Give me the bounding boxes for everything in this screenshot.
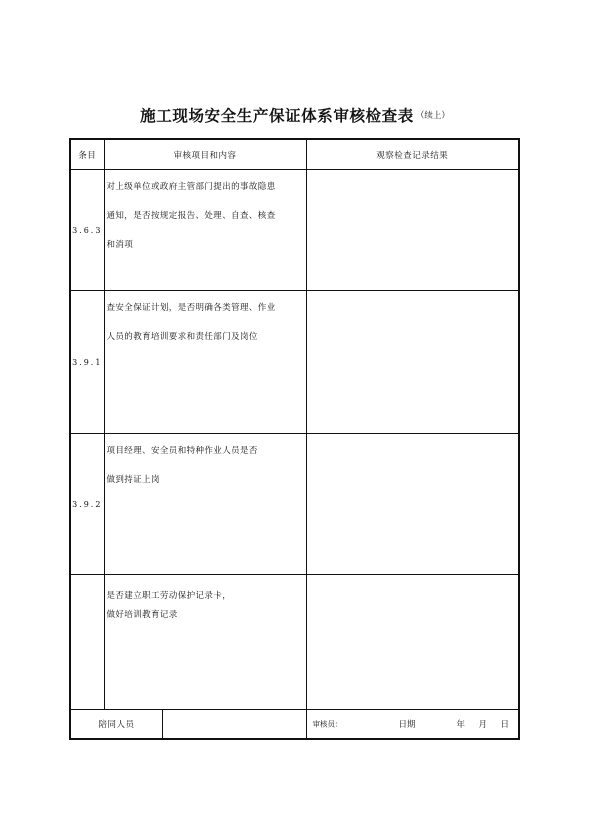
item-content-line: 做到持证上岗 — [106, 475, 160, 485]
month-label: 月 — [478, 720, 488, 730]
reviewer-cell — [306, 710, 519, 740]
date-label: 日期 — [398, 720, 416, 730]
table-row — [70, 170, 519, 291]
header-record: 观察检查记录结果 — [306, 139, 519, 170]
year-label: 年 — [456, 720, 466, 730]
table-row — [70, 434, 519, 575]
item-content-line: 项目经理、安全员和特种作业人员是否 — [106, 446, 258, 456]
table-row — [70, 291, 519, 434]
header-item: 审核项目和内容 — [104, 139, 306, 170]
item-content — [104, 291, 306, 434]
header-code: 条目 — [70, 139, 104, 170]
item-content-line: 做好培训教育记录 — [106, 610, 178, 620]
day-label: 日 — [500, 720, 510, 730]
form-title-main: 施工现场安全生产保证体系审核检查表 — [140, 107, 414, 125]
item-content — [104, 170, 306, 291]
record-cell[interactable] — [306, 434, 519, 575]
item-content-line: 对上级单位或政府主管部门提出的事故隐患 — [106, 182, 276, 192]
reviewer-label: 审核员： — [312, 719, 343, 729]
item-content-line: 查安全保证计划，是否明确各类管理、作业 — [106, 303, 276, 313]
footer-row — [70, 710, 519, 740]
header-row — [70, 139, 519, 170]
item-code: 3.9.1 — [70, 291, 104, 434]
form-title-suffix: （续上） — [415, 111, 450, 121]
table-row — [70, 575, 519, 710]
item-content — [104, 575, 306, 710]
accompany-field[interactable] — [163, 710, 306, 738]
item-content-line: 是否建立职工劳动保护记录卡， — [106, 591, 232, 601]
form-title — [0, 104, 590, 126]
record-cell[interactable] — [306, 291, 519, 434]
item-code — [70, 575, 104, 710]
item-code: 3.9.2 — [70, 434, 104, 575]
item-content-line: 通知，是否按规定报告、处理、自查、核查 — [106, 211, 276, 221]
audit-checklist-table — [69, 138, 520, 740]
item-content-line: 和消项 — [106, 240, 134, 250]
accompany-label: 陪同人员 — [71, 710, 163, 738]
item-code: 3.6.3 — [70, 170, 104, 291]
record-cell[interactable] — [306, 170, 519, 291]
item-content-line: 人员的教育培训要求和责任部门及岗位 — [106, 332, 258, 342]
item-content — [104, 434, 306, 575]
record-cell[interactable] — [306, 575, 519, 710]
